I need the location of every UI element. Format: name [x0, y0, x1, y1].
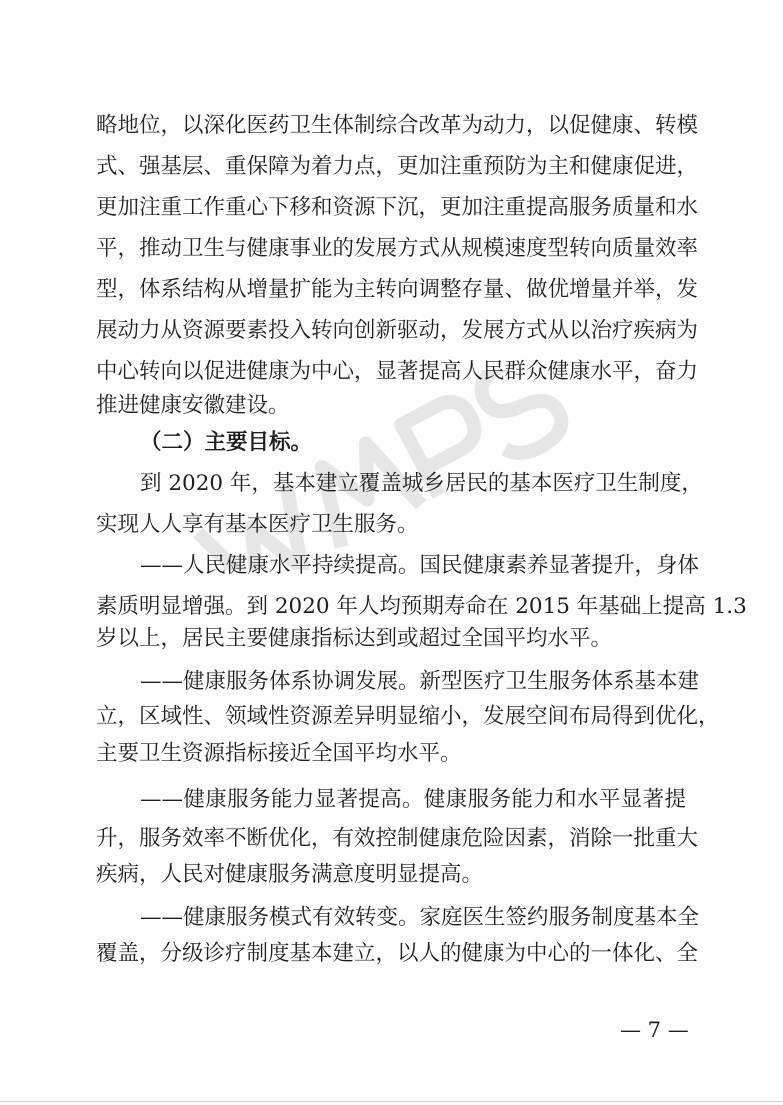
section-heading: （二）主要目标。 — [140, 430, 313, 455]
target-item-line: 素质明显增强。到 2020 年人均预期寿命在 2015 年基础上提高 1.3 — [96, 594, 747, 619]
paragraph-line: 式、强基层、重保障为着力点，更加注重预防为主和健康促进， — [96, 154, 699, 179]
paragraph-line: 更加注重工作重心下移和资源下沉，更加注重提高服务质量和水 — [96, 195, 699, 220]
page-bottom-edge — [0, 1101, 783, 1102]
target-item-line: 主要卫生资源指标接近全国平均水平。 — [96, 741, 462, 766]
paragraph-line: 展动力从资源要素投入转向创新驱动，发展方式从以治疗疾病为 — [96, 318, 699, 343]
paragraph-line: 到 2020 年，基本建立覆盖城乡居民的基本医疗卫生制度， — [140, 471, 703, 496]
target-item-line: ——健康服务模式有效转变。家庭医生签约服务制度基本全 — [140, 905, 700, 930]
target-item-line: 疾病，人民对健康服务满意度明显提高。 — [96, 862, 484, 887]
paragraph-line: 略地位，以深化医药卫生体制综合改革为动力，以促健康、转模 — [96, 113, 699, 138]
paragraph-line: 平，推动卫生与健康事业的发展方式从规模速度型转向质量效率 — [96, 236, 699, 261]
paragraph-line: 实现人人享有基本医疗卫生服务。 — [96, 512, 419, 537]
target-item-line: 覆盖，分级诊疗制度基本建立，以人的健康为中心的一体化、全 — [96, 941, 699, 966]
target-item-line: ——健康服务体系协调发展。新型医疗卫生服务体系基本建 — [140, 669, 700, 694]
target-item-line: 升，服务效率不断优化，有效控制健康危险因素，消除一批重大 — [96, 826, 699, 851]
paragraph-line: 中心转向以促进健康为中心，显著提高人民群众健康水平，奋力 — [96, 359, 699, 384]
target-item-line: ——健康服务能力显著提高。健康服务能力和水平显著提 — [140, 787, 686, 812]
target-item-line: 岁以上，居民主要健康指标达到或超过全国平均水平。 — [96, 626, 613, 651]
page-number: — 7 — — [620, 1018, 689, 1042]
target-item-line: 立，区域性、领域性资源差异明显缩小，发展空间布局得到优化， — [96, 704, 720, 729]
target-item-line: ——人民健康水平持续提高。国民健康素养显著提升，身体 — [140, 553, 700, 578]
paragraph-line: 型，体系结构从增量扩能为主转向调整存量、做优增量并举，发 — [96, 277, 699, 302]
paragraph-line: 推进健康安徽建设。 — [96, 393, 290, 418]
